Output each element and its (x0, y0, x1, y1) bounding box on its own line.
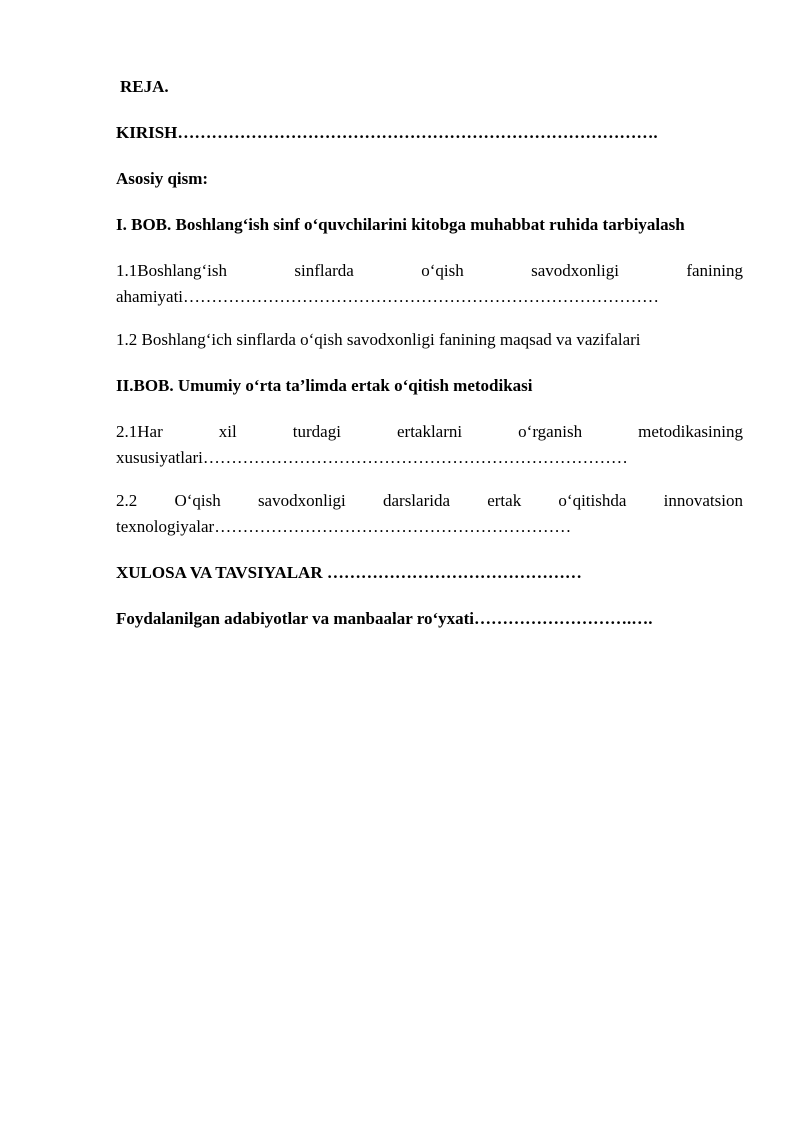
word: 2.2 (116, 491, 138, 510)
toc-conclusion: XULOSA VA TAVSIYALAR ……………………………………… (116, 563, 582, 582)
word: 1.1Boshlang‘ish (116, 261, 227, 280)
chapter1-section1-line1 (116, 258, 743, 284)
word: innovatsion (663, 491, 743, 510)
toc-main-part: Asosiy qism: (116, 169, 209, 188)
toc-references: Foydalanilgan adabiyotlar va manbaalar ro‘yxati……………………….…. (116, 609, 653, 628)
chapter2-section1-line1 (116, 419, 743, 445)
word: 2.1Har (116, 422, 163, 441)
chapter1-heading: I. BOB. Boshlang‘ish sinf o‘quvchilarini kitobga muhabbat ruhida tarbiyalash (116, 215, 685, 234)
toc-title: REJA. (120, 77, 169, 96)
chapter2-section1 (116, 419, 743, 471)
chapter1-section2: 1.2 Boshlang‘ich sinflarda o‘qish savodxonligi fanining maqsad va vazifalari (116, 330, 641, 349)
word: xil (218, 422, 237, 441)
chapter2-section2-line1 (116, 488, 743, 514)
chapter2-heading: II.BOB. Umumiy o‘rta ta’limda ertak o‘qitish metodikasi (116, 376, 533, 395)
word: savodxonligi (257, 491, 346, 510)
word: turdagi (292, 422, 341, 441)
chapter2-section2 (116, 488, 743, 540)
word: savodxonligi (531, 261, 619, 280)
word: o‘qitishda (558, 491, 627, 510)
word: fanining (686, 261, 743, 280)
word: sinflarda (294, 261, 354, 280)
chapter2-section1-line2: xususiyatlari………………………………………………………………… (116, 448, 628, 467)
word: ertak (487, 491, 522, 510)
chapter2-section2-line2: texnologiyalar……………………………………………………… (116, 517, 572, 536)
word: o‘qish (421, 261, 464, 280)
table-of-contents (116, 74, 743, 632)
word: darslarida (382, 491, 451, 510)
word: O‘qish (174, 491, 221, 510)
chapter1-section1 (116, 258, 743, 310)
word: o‘rganish (518, 422, 583, 441)
toc-intro: KIRISH…………………………………………………………………………. (116, 123, 658, 142)
word: ertaklarni (396, 422, 463, 441)
chapter1-section1-line2: ahamiyati………………………………………………………………………… (116, 287, 660, 306)
word: metodikasining (638, 422, 743, 441)
